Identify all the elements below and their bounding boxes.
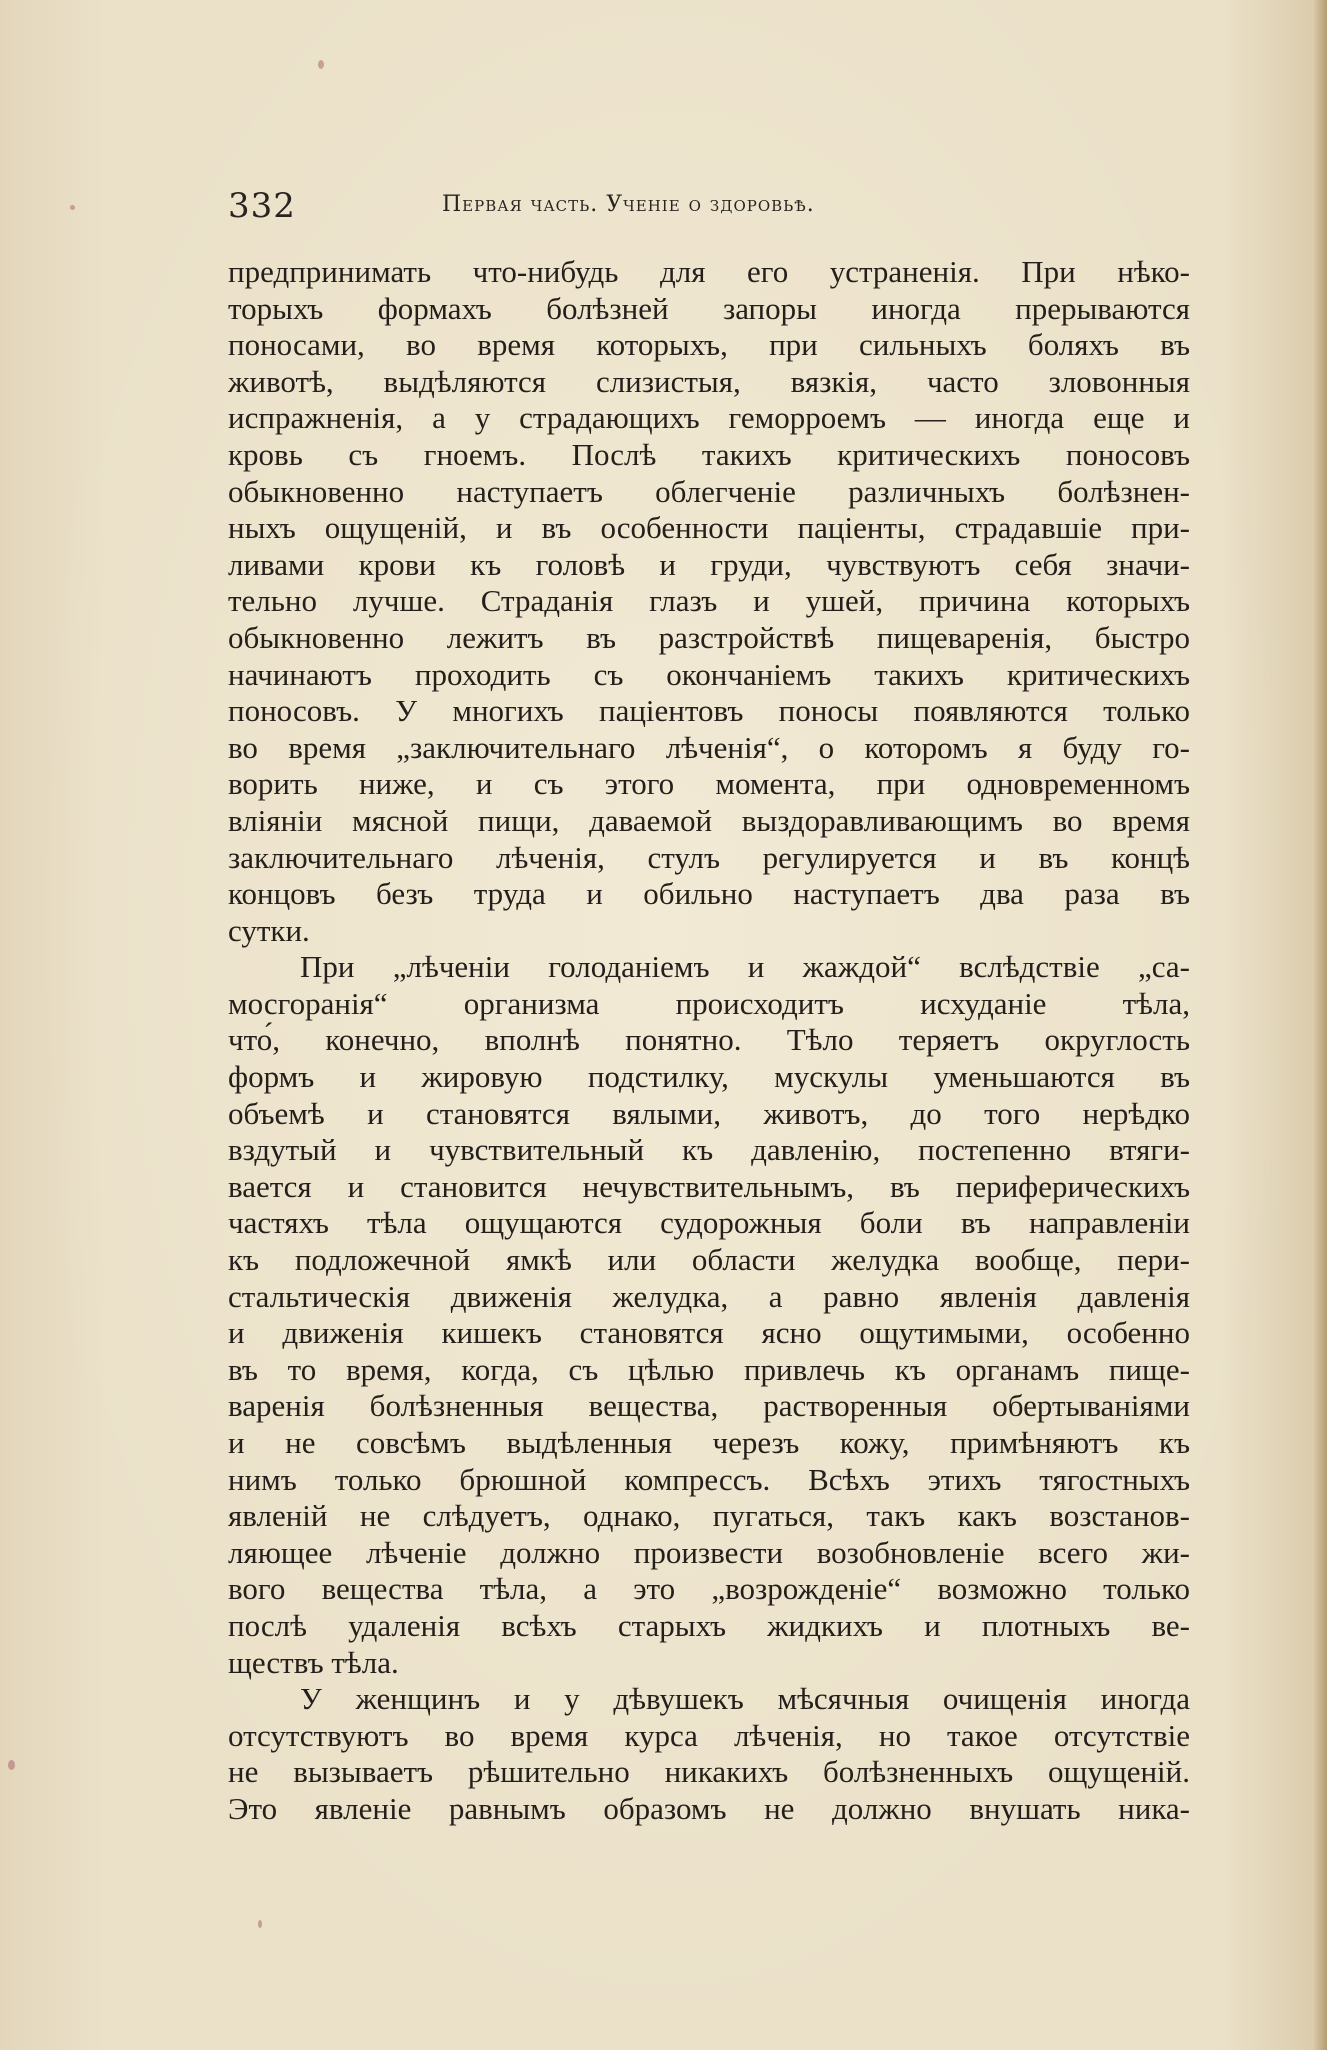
text-line: частяхъ тѣла ощущаются судорожныя боли въ направленіи <box>228 1205 1190 1241</box>
text-line: во время „заключительнаго лѣченія“, о которомъ я буду го- <box>228 729 1190 765</box>
text-line: ществъ тѣла. <box>228 1644 399 1680</box>
page-number: 332 <box>228 186 296 226</box>
paragraph-start-line: У женщинъ и у дѣвушекъ мѣсячныя очищенія иногда <box>300 1681 1190 1717</box>
text-line: обыкновенно наступаетъ облегченіе различныхъ болѣзнен- <box>228 473 1190 509</box>
text-line: въ то время, когда, съ цѣлью привлечь къ органамъ пище- <box>228 1351 1190 1387</box>
text-line: ляющее лѣченіе должно произвести возобновленіе всего жи- <box>228 1534 1190 1570</box>
text-line: вліяніи мясной пищи, даваемой выздоравливающимъ во время <box>228 802 1190 838</box>
text-line: вается и становится нечувствительнымъ, въ периферическихъ <box>228 1168 1190 1204</box>
text-line: къ подложечной ямкѣ или области желудка вообще, пери- <box>228 1242 1190 1278</box>
text-line: животѣ, выдѣляются слизистыя, вязкія, часто зловонныя <box>228 363 1190 399</box>
text-line: и не совсѣмъ выдѣленныя черезъ кожу, примѣняютъ къ <box>228 1425 1190 1460</box>
text-line: поносовъ. У многихъ паціентовъ поносы появляются только <box>228 693 1190 729</box>
text-line: формъ и жировую подстилку, мускулы уменьшаются въ <box>228 1059 1190 1095</box>
text-line: начинаютъ проходить съ окончаніемъ такихъ критическихъ <box>228 656 1190 692</box>
text-line: объемѣ и становятся вялыми, животъ, до того нерѣдко <box>228 1095 1190 1131</box>
text-line: предпринимать что-нибудь для его устраненія. При нѣко- <box>228 254 1190 289</box>
text-line: кровь съ гноемъ. Послѣ такихъ критическихъ поносовъ <box>228 436 1190 472</box>
text-line: ныхъ ощущеній, и въ особенности паціенты, страдавшіе при- <box>228 510 1190 546</box>
ink-speck <box>318 60 324 69</box>
text-line: обыкновенно лежитъ въ разстройствѣ пищеваренія, быстро <box>228 619 1190 655</box>
text-line: и движенія кишекъ становятся ясно ощутимыми, особенно <box>228 1315 1190 1351</box>
page-spine-shadow <box>1313 0 1327 2050</box>
running-head: Первая часть. Ученіе о здоровьѣ. <box>442 192 815 217</box>
ink-speck <box>8 1760 15 1770</box>
text-line: поносами, во время которыхъ, при сильныхъ боляхъ въ <box>228 327 1190 363</box>
text-line: что́, конечно, вполнѣ понятно. Тѣло теряетъ округлость <box>228 1022 1190 1058</box>
text-line: послѣ удаленія всѣхъ старыхъ жидкихъ и плотныхъ ве- <box>228 1607 1190 1643</box>
text-line: ворить ниже, и съ этого момента, при одновременномъ <box>228 766 1190 802</box>
text-line: стальтическія движенія желудка, а равно явленія давленія <box>228 1278 1190 1314</box>
text-line: отсутствуютъ во время курса лѣченія, но такое отсутствіе <box>228 1717 1190 1753</box>
text-line: торыхъ формахъ болѣзней запоры иногда прерываются <box>228 290 1190 326</box>
text-line: нимъ только брюшной компрессъ. Всѣхъ этихъ тягостныхъ <box>228 1461 1190 1497</box>
text-line: не вызываетъ рѣшительно никакихъ болѣзненныхъ ощущеній. <box>228 1754 1190 1790</box>
text-line: Это явленіе равнымъ образомъ не должно внушать ника- <box>228 1790 1190 1826</box>
text-line: вого вещества тѣла, а это „возрожденіе“ возможно только <box>228 1571 1190 1607</box>
text-line: мосгоранія“ организма происходитъ исхуданіе тѣла, <box>228 985 1190 1021</box>
body-text <box>228 254 1190 1828</box>
text-line: ливами крови къ головѣ и груди, чувствуютъ себя значи- <box>228 546 1190 582</box>
ink-speck <box>258 1920 262 1928</box>
paragraph-start-line: При „лѣченіи голоданіемъ и жаждой“ вслѣдствіе „са- <box>300 949 1190 985</box>
text-line: вздутый и чувствительный къ давленію, постепенно втяги- <box>228 1132 1190 1168</box>
text-line: заключительнаго лѣченія, стулъ регулируется и въ концѣ <box>228 839 1190 875</box>
text-line: тельно лучше. Страданія глазъ и ушей, причина которыхъ <box>228 583 1190 619</box>
text-line: варенія болѣзненныя вещества, растворенныя обертываніями <box>228 1388 1190 1424</box>
text-line: сутки. <box>228 912 310 948</box>
ink-speck <box>70 205 75 210</box>
text-line: концовъ безъ труда и обильно наступаетъ два раза въ <box>228 876 1190 912</box>
text-line: явленій не слѣдуетъ, однако, пугаться, такъ какъ возстанов- <box>228 1498 1190 1534</box>
page-header <box>228 186 1158 226</box>
text-line: испражненія, а у страдающихъ геморроемъ — иногда еще и <box>228 400 1190 436</box>
